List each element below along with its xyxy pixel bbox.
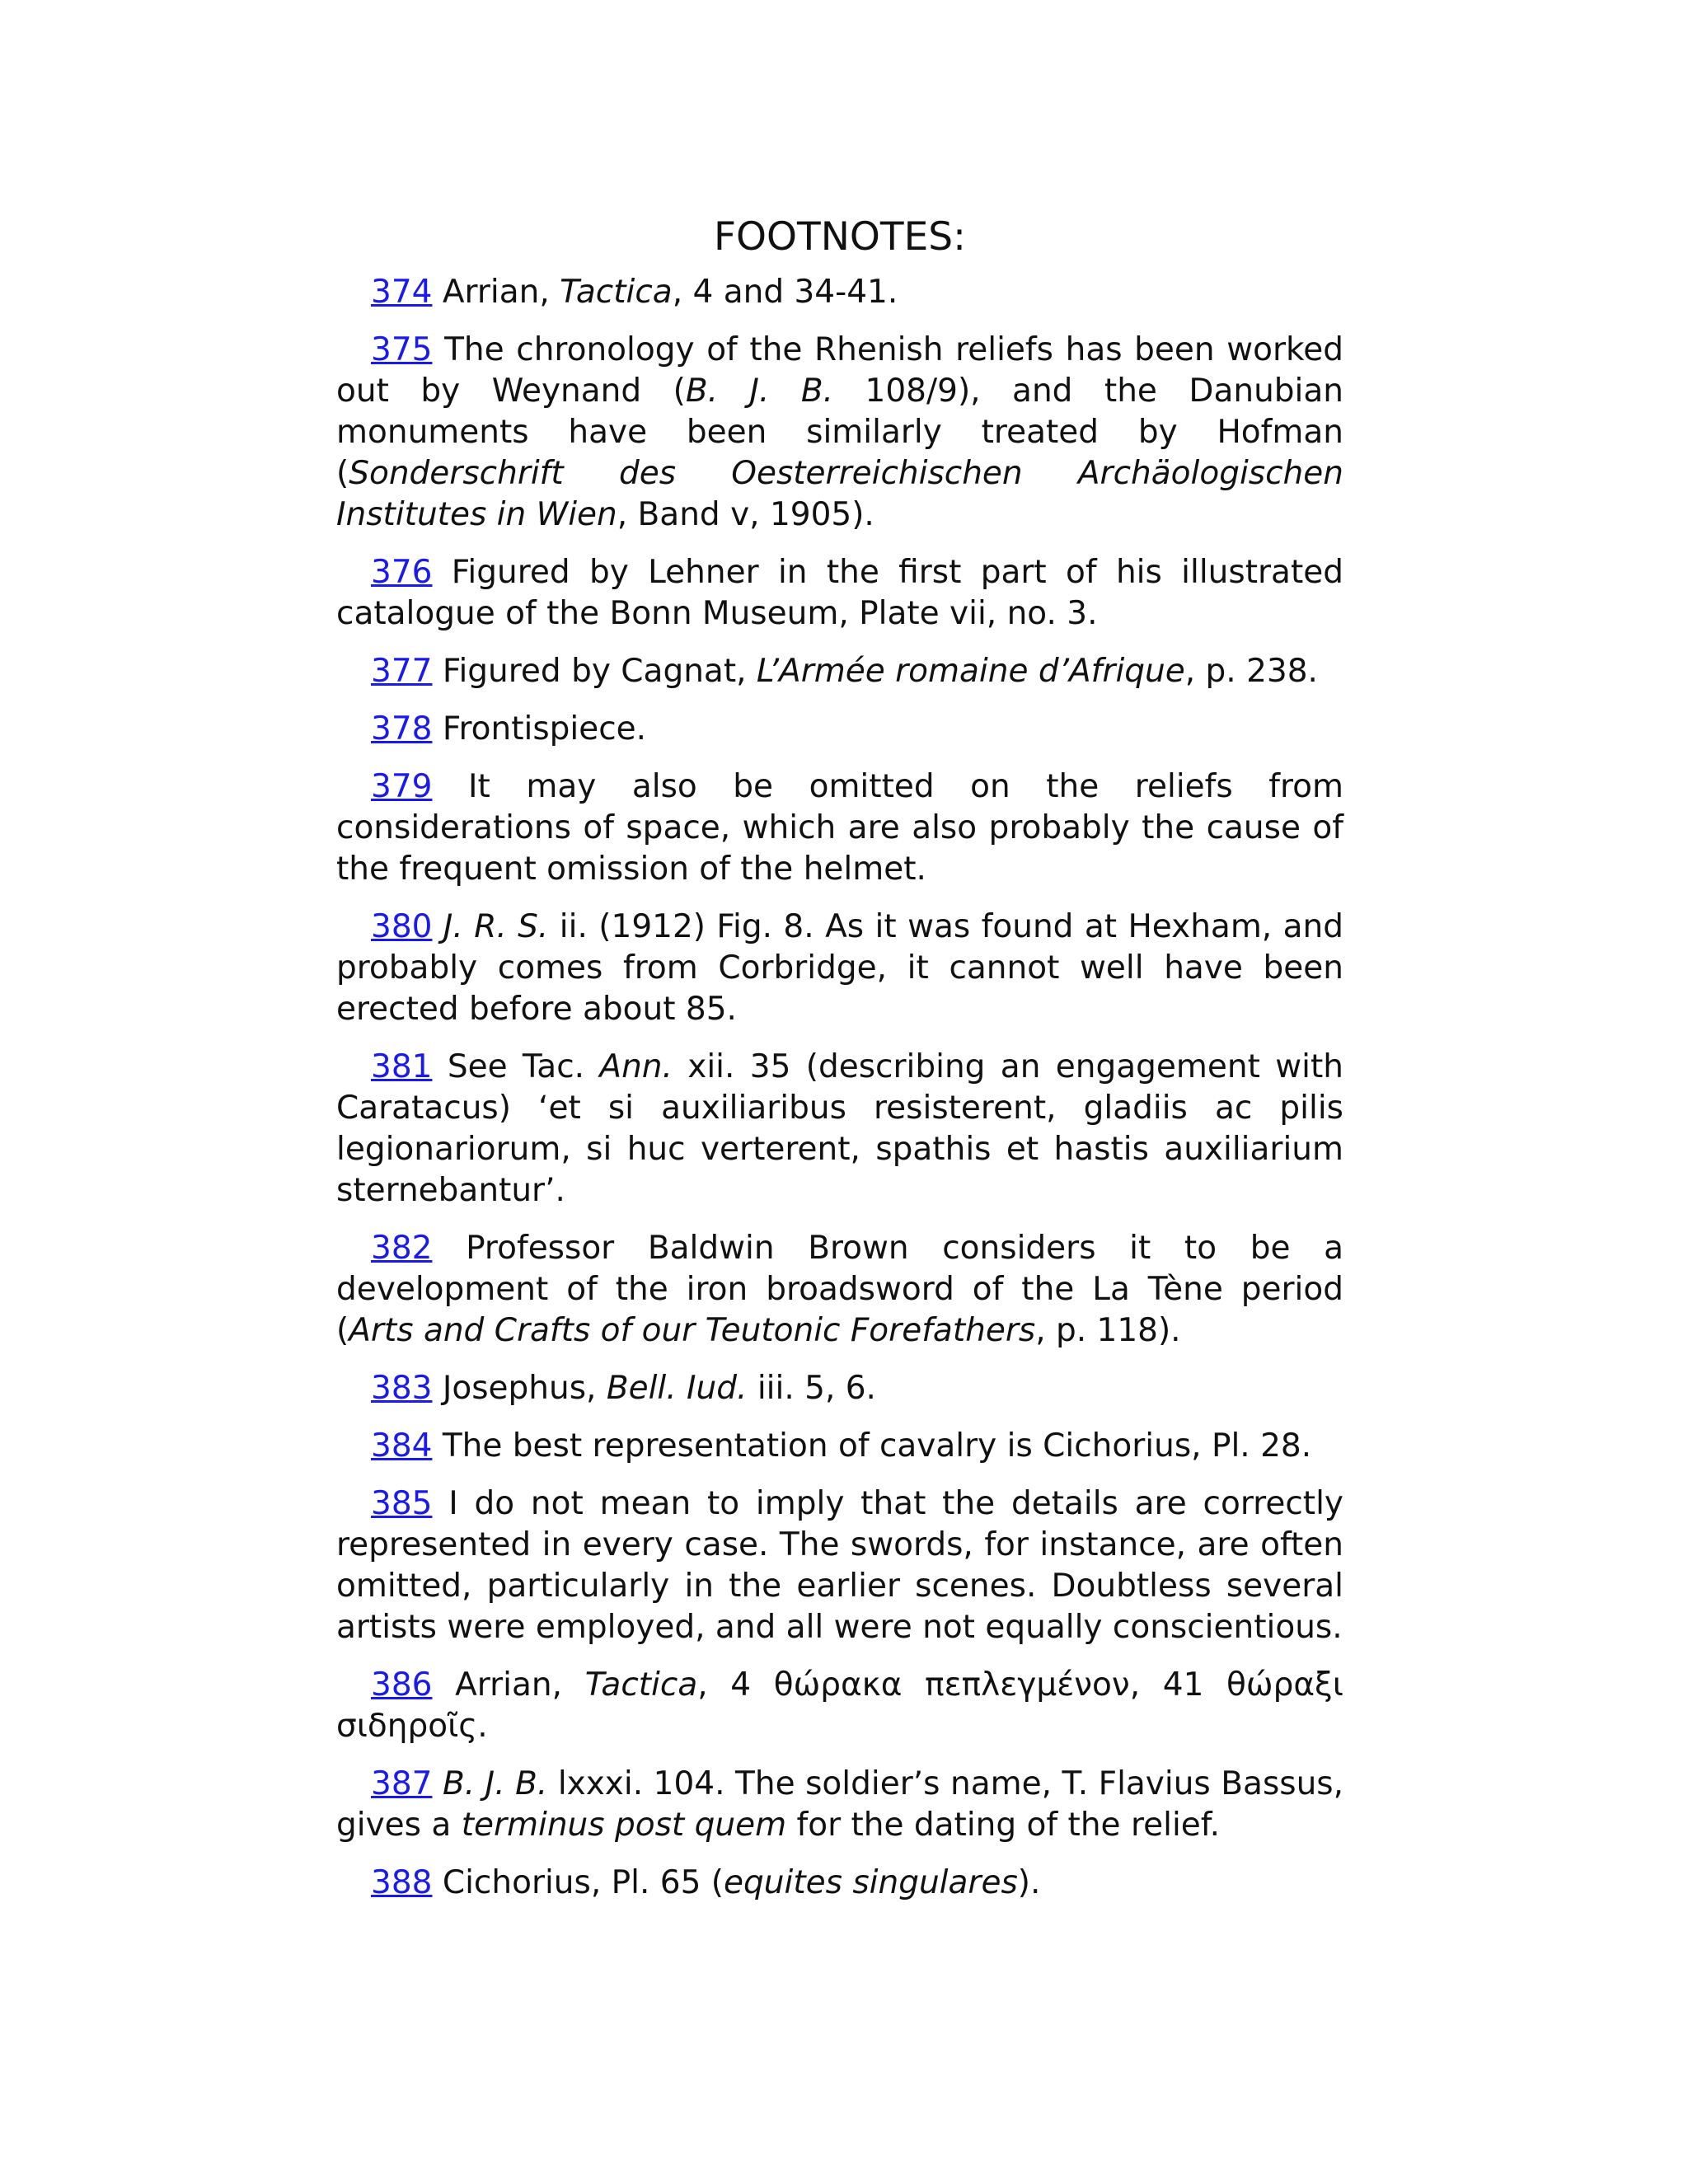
footnote-ref-link[interactable]: 377	[371, 653, 433, 690]
footnote-text: Arrian,	[432, 1666, 585, 1704]
footnote-380	[336, 907, 1343, 1030]
footnote-387	[336, 1764, 1343, 1846]
footnote-386	[336, 1665, 1343, 1747]
italic-text: L’Armée romaine d’Afrique	[756, 653, 1185, 690]
footnote-ref-link[interactable]: 387	[371, 1765, 433, 1802]
footnote-text: , p. 118).	[1035, 1312, 1181, 1349]
italic-text: equites singulares	[724, 1864, 1018, 1901]
footnote-list	[336, 272, 1343, 1904]
footnote-text: It may also be omitted on the reliefs from considerations of space, which are also probably the cause of the frequent omission of the helmet.	[336, 768, 1343, 888]
footnote-ref-link[interactable]: 381	[371, 1048, 433, 1085]
footnote-text: Figured by Cagnat,	[432, 653, 757, 690]
footnote-text: , p. 238.	[1184, 653, 1318, 690]
footnote-text: lxxxi. 104. The soldier’s name, T. Flavius Bassus, gives a	[336, 1765, 1344, 1844]
footnote-text	[432, 1765, 443, 1802]
footnote-text: Arrian,	[432, 274, 560, 311]
footnote-ref-link[interactable]: 375	[371, 331, 433, 368]
footnote-text: Cichorius, Pl. 65 (	[432, 1864, 724, 1901]
footnote-text: 108/9), and the Danubian monuments have been similarly treated by Hofman (	[336, 373, 1343, 492]
footnote-383	[336, 1368, 1343, 1409]
footnotes-page	[336, 213, 1343, 1920]
footnote-text: for the dating of the relief.	[786, 1807, 1221, 1844]
page-heading: FOOTNOTES:	[714, 214, 966, 260]
footnote-text: Figured by Lehner in the first part of his illustrated catalogue of the Bonn Museum, Plate vii, no. 3.	[336, 554, 1343, 632]
italic-text: J. R. S.	[443, 908, 549, 945]
footnote-ref-link[interactable]: 378	[371, 710, 433, 748]
italic-text: Arts and Crafts of our Teutonic Forefathers	[349, 1312, 1036, 1349]
italic-text: Tactica	[584, 1666, 698, 1704]
footnote-ref-link[interactable]: 385	[371, 1485, 433, 1522]
footnote-ref-link[interactable]: 383	[371, 1370, 433, 1407]
footnote-text: , 4 θώρακα πεπλεγμένον, 41 θώραξι σιδηροῖς.	[336, 1666, 1343, 1745]
footnote-ref-link[interactable]: 380	[371, 908, 433, 945]
footnote-374	[336, 272, 1343, 313]
footnote-379	[336, 766, 1343, 890]
italic-text: terminus post quem	[461, 1807, 787, 1844]
footnote-ref-link[interactable]: 384	[371, 1427, 433, 1465]
footnote-text: iii. 5, 6.	[747, 1370, 876, 1407]
footnote-text: ii. (1912) Fig. 8. As it was found at Hexham, and probably comes from Corbridge, it cannot well have been erected before about 85.	[336, 908, 1344, 1028]
footnote-377	[336, 651, 1343, 692]
footnote-388	[336, 1863, 1343, 1904]
footnote-text: I do not mean to imply that the details are correctly represented in every case. The swords, for instance, are often omitted, particularly in the earlier scenes. Doubtless several artists were employed, and all were not equally conscientious.	[336, 1485, 1343, 1646]
footnote-376	[336, 552, 1343, 635]
footnote-ref-link[interactable]: 374	[371, 274, 433, 311]
footnote-text: Professor Baldwin Brown considers it to be a development of the iron broadsword of the La Tène period (	[336, 1230, 1343, 1349]
italic-text: Bell. Iud.	[606, 1370, 748, 1407]
footnote-382	[336, 1228, 1343, 1352]
footnote-text: , Band v, 1905).	[617, 496, 874, 533]
italic-text: B. J. B.	[685, 373, 834, 410]
footnote-text: See Tac.	[432, 1048, 600, 1085]
footnote-text: xii. 35 (describing an engagement with Caratacus) ‘et si auxiliaribus resisterent, gladiis ac pilis legionariorum, si huc verterent, spathis et hastis auxiliarium sternebantur’.	[336, 1048, 1343, 1209]
footnote-ref-link[interactable]: 388	[371, 1864, 433, 1901]
footnote-ref-link[interactable]: 382	[371, 1230, 433, 1267]
footnote-text: Josephus,	[432, 1370, 607, 1407]
footnote-385	[336, 1483, 1343, 1648]
footnote-text	[432, 908, 443, 945]
italic-text: Ann.	[599, 1048, 673, 1085]
italic-text: Tactica	[560, 274, 673, 311]
italic-text: B. J. B.	[443, 1765, 548, 1802]
footnote-text: ).	[1017, 1864, 1041, 1901]
footnote-384	[336, 1426, 1343, 1467]
footnote-text: , 4 and 34-41.	[672, 274, 898, 311]
footnote-378	[336, 709, 1343, 750]
footnote-381	[336, 1047, 1343, 1212]
footnote-text: The chronology of the Rhenish reliefs has been worked out by Weynand (	[336, 331, 1343, 410]
footnote-ref-link[interactable]: 379	[371, 768, 433, 805]
footnote-text: Frontispiece.	[432, 710, 647, 748]
italic-text: Sonderschrift des Oesterreichischen Archäologischen Institutes in Wien	[336, 455, 1343, 533]
footnote-375	[336, 330, 1343, 536]
footnote-text: The best representation of cavalry is Cichorius, Pl. 28.	[432, 1427, 1312, 1465]
footnote-ref-link[interactable]: 386	[371, 1666, 433, 1704]
footnote-ref-link[interactable]: 376	[371, 554, 433, 591]
